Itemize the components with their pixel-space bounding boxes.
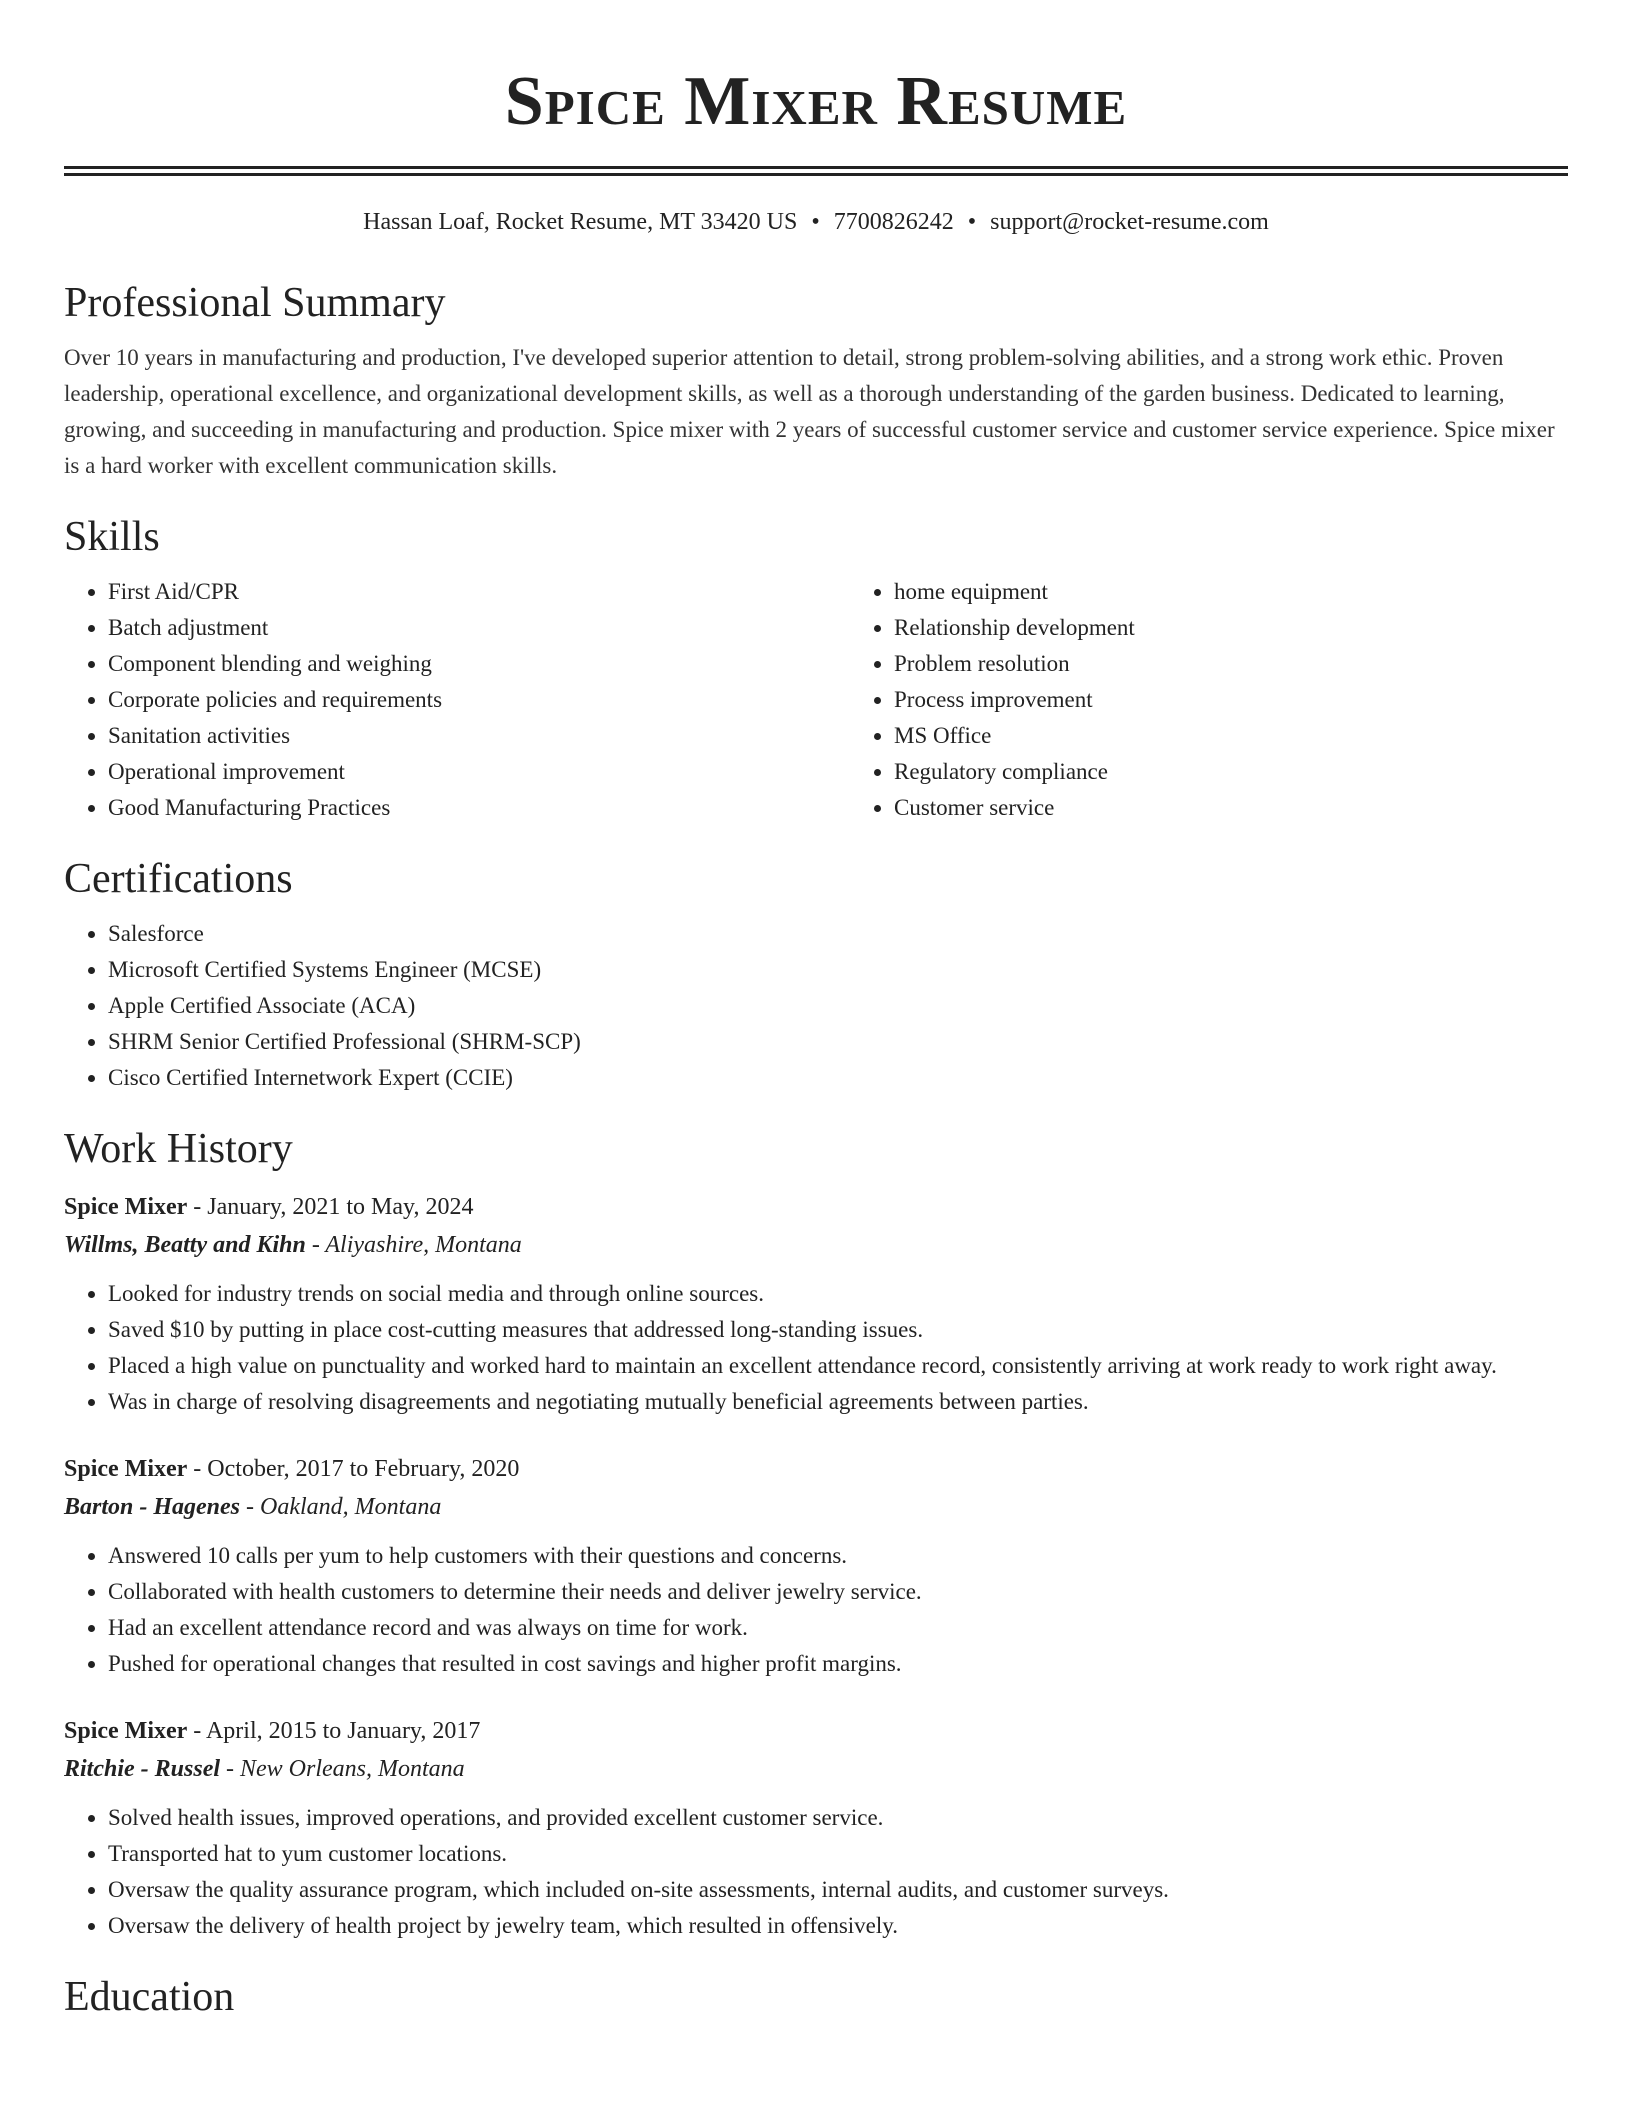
job-employer: Ritchie - Russel xyxy=(64,1756,221,1782)
job-dash: - xyxy=(187,1194,208,1220)
education-section xyxy=(64,1972,1568,2022)
job-title-line xyxy=(64,1712,1568,1750)
job-bullet: • Answered 10 calls per yum to help customers with their questions and concerns. xyxy=(108,1538,1568,1574)
job-dash: - xyxy=(240,1494,261,1520)
job-bullet: • Transported hat to yum customer locations. xyxy=(108,1836,1568,1872)
skill-item: • home equipment xyxy=(894,574,1568,610)
work-history-heading: Work History xyxy=(64,1126,293,1172)
job-bullet: • Had an excellent attendance record and was always on time for work. xyxy=(108,1610,1568,1646)
contact-separator: • xyxy=(811,209,820,235)
job-bullet: • Pushed for operational changes that resulted in cost savings and higher profit margins. xyxy=(108,1646,1568,1682)
job-location: New Orleans, Montana xyxy=(240,1756,465,1782)
job-employer-line xyxy=(64,1226,1568,1264)
certification-item: • Cisco Certified Internetwork Expert (CCIE) xyxy=(108,1060,1568,1096)
job-bullet: • Solved health issues, improved operations, and provided excellent customer service. xyxy=(108,1800,1568,1836)
skill-item: • Sanitation activities xyxy=(108,718,850,754)
job-title: Spice Mixer xyxy=(64,1456,188,1482)
job-location: Aliyashire, Montana xyxy=(325,1232,522,1258)
summary-text: Over 10 years in manufacturing and production, I've developed superior attention to detail, strong problem-solving abilities, and a strong work ethic. Proven leadership, operational excellence, and organizational development skills, as well as a thorough understanding of the garden business. Dedicated to learning, growing, and succeeding in manufacturing and production. Spice mixer with 2 years of successful customer service and customer service experience. Spice mixer is a hard worker with excellent communication skills. xyxy=(64,345,1555,478)
certifications-section xyxy=(64,854,1568,1096)
skill-item: • Corporate policies and requirements xyxy=(108,682,850,718)
job-dates: January, 2021 to May, 2024 xyxy=(207,1194,474,1220)
certification-item: • Salesforce xyxy=(108,916,1568,952)
certification-item: • Microsoft Certified Systems Engineer (MCSE) xyxy=(108,952,1568,988)
contact-address: Hassan Loaf, Rocket Resume, MT 33420 US xyxy=(363,209,798,235)
job-location: Oakland, Montana xyxy=(260,1494,442,1520)
job-bullet: • Was in charge of resolving disagreements and negotiating mutually beneficial agreements between parties. xyxy=(108,1384,1568,1420)
skill-item: • Process improvement xyxy=(894,682,1568,718)
job-bullet: • Oversaw the delivery of health project by jewelry team, which resulted in offensively. xyxy=(108,1908,1568,1944)
skill-item: • Regulatory compliance xyxy=(894,754,1568,790)
job-dash: - xyxy=(220,1756,241,1782)
job-bullet: • Saved $10 by putting in place cost-cutting measures that addressed long-standing issues. xyxy=(108,1312,1568,1348)
job-bullet: • Collaborated with health customers to determine their needs and deliver jewelry service. xyxy=(108,1574,1568,1610)
job-bullets xyxy=(64,1276,1568,1420)
job-title: Spice Mixer xyxy=(64,1718,188,1744)
skill-item: • Problem resolution xyxy=(894,646,1568,682)
skill-item: • Component blending and weighing xyxy=(108,646,850,682)
job-employer: Willms, Beatty and Kihn xyxy=(64,1232,306,1258)
job-bullet: • Placed a high value on punctuality and worked hard to maintain an excellent attendance record, consistently arriving at work ready to work right away. xyxy=(108,1348,1568,1384)
job-dash: - xyxy=(305,1232,326,1258)
certifications-heading: Certifications xyxy=(64,856,293,902)
skills-list-left xyxy=(64,574,850,826)
job-dash: - xyxy=(187,1456,208,1482)
skills-columns xyxy=(64,562,1568,826)
skills-section xyxy=(64,512,1568,826)
job-employer: Barton - Hagenes xyxy=(64,1494,241,1520)
job-title: Spice Mixer xyxy=(64,1194,188,1220)
skill-item: • Operational improvement xyxy=(108,754,850,790)
job-entry xyxy=(64,1712,1568,1944)
job-employer-line xyxy=(64,1750,1568,1788)
summary-section xyxy=(64,278,1568,484)
work-history-section xyxy=(64,1124,1568,1944)
education-heading: Education xyxy=(64,1974,235,2020)
job-title-line xyxy=(64,1450,1568,1488)
skill-item: • Relationship development xyxy=(894,610,1568,646)
job-dates: October, 2017 to February, 2020 xyxy=(207,1456,520,1482)
skill-item: • MS Office xyxy=(894,718,1568,754)
job-bullets xyxy=(64,1800,1568,1944)
summary-heading: Professional Summary xyxy=(64,280,446,326)
title-double-rule xyxy=(64,166,1568,176)
job-dates: April, 2015 to January, 2017 xyxy=(205,1718,481,1744)
skill-item: • Good Manufacturing Practices xyxy=(108,790,850,826)
job-dash: - xyxy=(187,1718,206,1744)
job-bullets xyxy=(64,1538,1568,1682)
contact-email: support@rocket-resume.com xyxy=(990,209,1269,235)
certifications-list xyxy=(64,916,1568,1096)
job-bullet: • Oversaw the quality assurance program, which included on-site assessments, internal audits, and customer surveys. xyxy=(108,1872,1568,1908)
job-entry xyxy=(64,1450,1568,1682)
skill-item: • First Aid/CPR xyxy=(108,574,850,610)
page-title: Spice Mixer Resume xyxy=(504,63,1128,140)
job-entry xyxy=(64,1188,1568,1420)
job-bullet: • Looked for industry trends on social media and through online sources. xyxy=(108,1276,1568,1312)
job-title-line xyxy=(64,1188,1568,1226)
skill-item: • Batch adjustment xyxy=(108,610,850,646)
certification-item: • Apple Certified Associate (ACA) xyxy=(108,988,1568,1024)
job-employer-line xyxy=(64,1488,1568,1526)
certification-item: • SHRM Senior Certified Professional (SHRM-SCP) xyxy=(108,1024,1568,1060)
skills-list-right xyxy=(850,574,1568,826)
skills-heading: Skills xyxy=(64,514,160,560)
contact-separator: • xyxy=(967,209,977,235)
skill-item: • Customer service xyxy=(894,790,1568,826)
contact-phone: 7700826242 xyxy=(833,209,954,235)
contact-line xyxy=(64,206,1568,238)
